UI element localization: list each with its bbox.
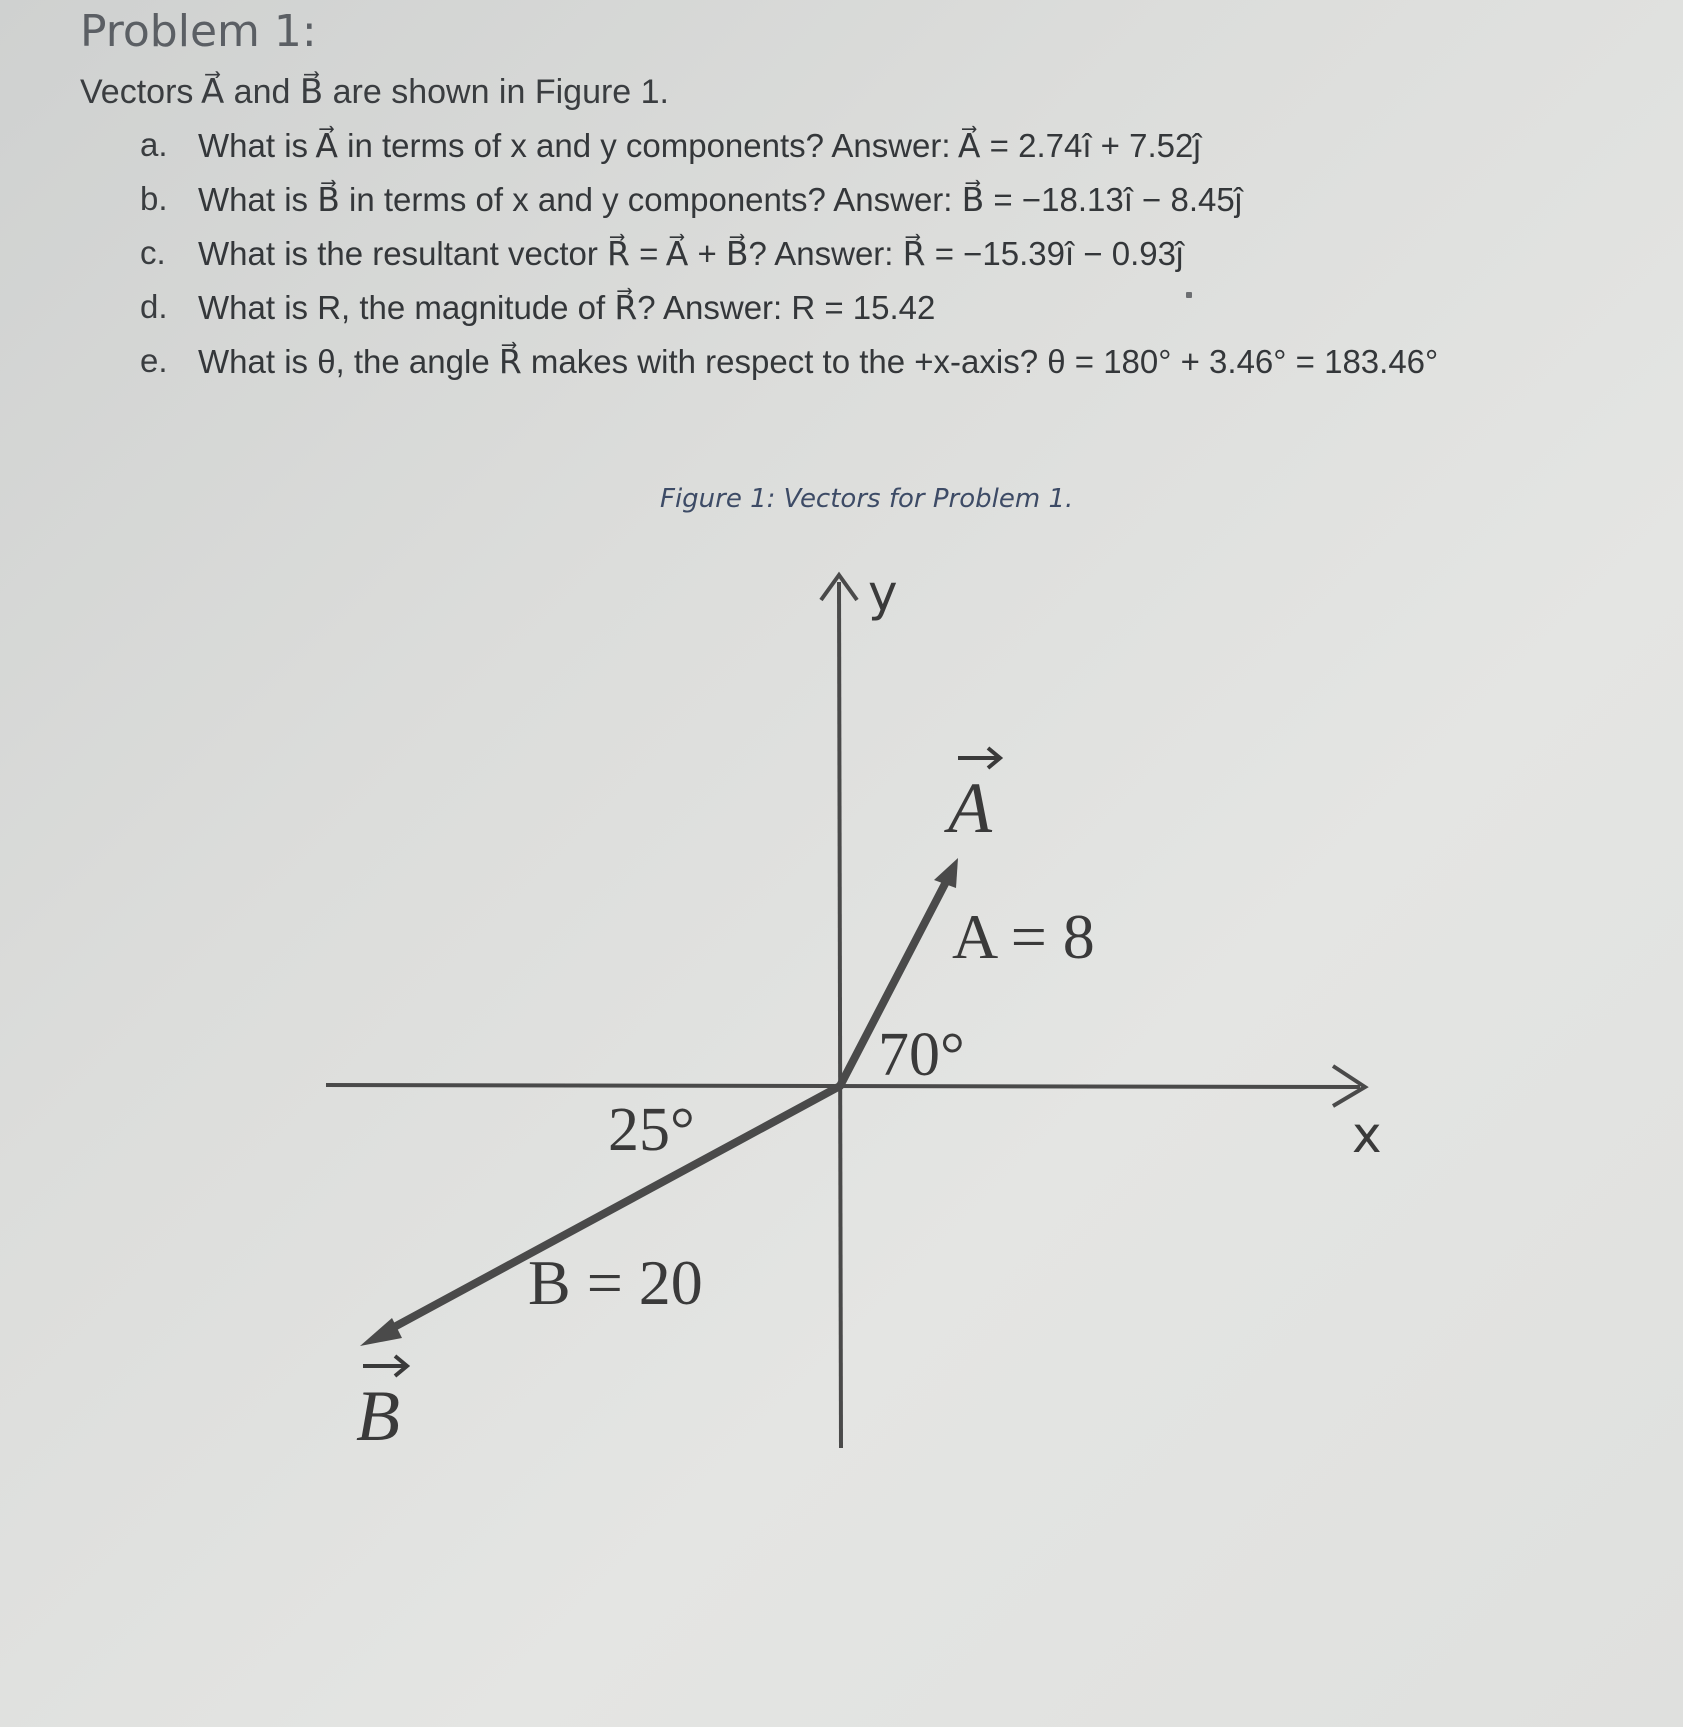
vector-a-angle: 70° <box>878 1021 965 1089</box>
question-text: What is A⃗ in terms of x and y components? Answer: A⃗ = 2.74î + 7.52ĵ <box>198 127 1201 164</box>
question-letter: d. <box>140 288 168 325</box>
x-axis-label: x <box>1352 1106 1382 1164</box>
question-letter: a. <box>140 126 168 163</box>
vector-b-magnitude: B = 20 <box>528 1247 703 1318</box>
problem-title: Problem 1: <box>80 6 317 57</box>
question-text: What is R, the magnitude of R⃗? Answer: R = 15.42 <box>198 289 936 326</box>
y-axis-line <box>839 582 841 1448</box>
vector-a-magnitude: A = 8 <box>952 901 1095 972</box>
problem-intro: Vectors A⃗ and B⃗ are shown in Figure 1. <box>80 73 670 111</box>
question-text: What is B⃗ in terms of x and y components? Answer: B⃗ = −18.13î − 8.45ĵ <box>198 181 1243 218</box>
vector-a-symbol: A <box>948 768 992 848</box>
question-letter: e. <box>140 342 168 379</box>
vector-a-arrowhead <box>934 858 958 888</box>
question-text: What is θ, the angle R⃗ makes with respect to the +x-axis? θ = 180° + 3.46° = 183.46° <box>198 343 1439 380</box>
vector-a-arrow-mark <box>958 748 1000 768</box>
vector-b-angle: 25° <box>608 1096 695 1164</box>
vector-b-symbol: B <box>356 1376 400 1456</box>
question-text: What is the resultant vector R⃗ = A⃗ + B⃗? Answer: R⃗ = −15.39î − 0.93ĵ <box>198 235 1184 272</box>
question-letter: c. <box>140 234 166 271</box>
question-letter: b. <box>140 180 168 217</box>
figure-caption: Figure 1: Vectors for Problem 1. <box>660 484 1074 514</box>
vector-b-arrow-mark <box>363 1356 407 1376</box>
y-axis-label: y <box>868 564 898 622</box>
